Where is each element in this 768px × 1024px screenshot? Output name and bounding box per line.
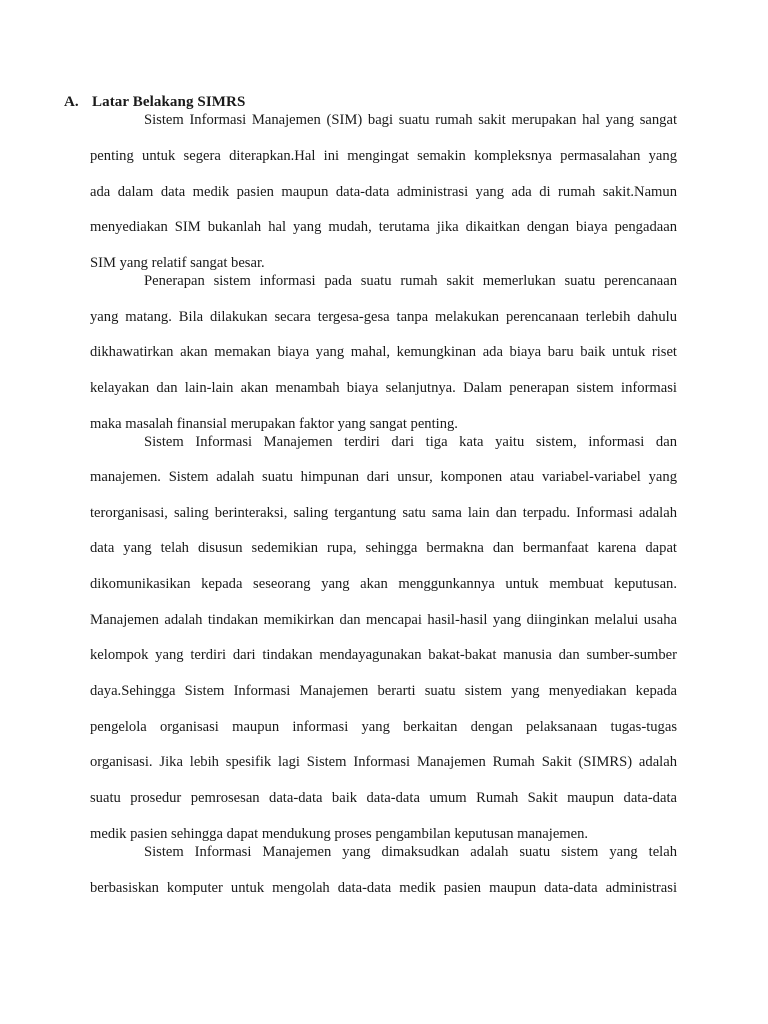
paragraph-line: penting untuk segera diterapkan.Hal ini mengingat semakin kompleksnya permasalahan yang [90, 148, 677, 164]
paragraph-line: Penerapan sistem informasi pada suatu rumah sakit memerlukan suatu perencanaan [144, 273, 677, 289]
paragraph-line: maka masalah finansial merupakan faktor yang sangat penting. [90, 416, 458, 432]
paragraph-line: kelompok yang terdiri dari tindakan mendayagunakan bakat-bakat manusia dan sumber-sumber [90, 647, 677, 663]
paragraph-line: Sistem Informasi Manajemen (SIM) bagi suatu rumah sakit merupakan hal yang sangat [144, 112, 677, 128]
paragraph-line: suatu prosedur pemrosesan data-data baik data-data umum Rumah Sakit maupun data-data [90, 790, 677, 806]
paragraph-line: organisasi. Jika lebih spesifik lagi Sistem Informasi Manajemen Rumah Sakit (SIMRS) adalah [90, 754, 677, 770]
paragraph-line: berbasiskan komputer untuk mengolah data-data medik pasien maupun data-data administrasi [90, 880, 677, 896]
paragraph-line: Manajemen adalah tindakan memikirkan dan mencapai hasil-hasil yang diinginkan melalui usaha [90, 612, 677, 628]
paragraph-line: ada dalam data medik pasien maupun data-data administrasi yang ada di rumah sakit.Namun [90, 184, 677, 200]
paragraph-line: terorganisasi, saling berinteraksi, saling tergantung satu sama lain dan terpadu. Informasi adalah [90, 505, 677, 521]
paragraph-line: dikomunikasikan kepada seseorang yang akan menggunkannya untuk membuat keputusan. [90, 576, 677, 592]
paragraph-line: manajemen. Sistem adalah suatu himpunan dari unsur, komponen atau variabel-variabel yang [90, 469, 677, 485]
paragraph-line: medik pasien sehingga dapat mendukung proses pengambilan keputusan manajemen. [90, 826, 589, 842]
section-heading [64, 94, 245, 111]
paragraph-line: Sistem Informasi Manajemen yang dimaksudkan adalah suatu sistem yang telah [144, 844, 677, 860]
paragraph-line: SIM yang relatif sangat besar. [90, 255, 265, 271]
paragraph-line: data yang telah disusun sedemikian rupa, sehingga bermakna dan bermanfaat karena dapat [90, 540, 677, 556]
paragraph-line: pengelola organisasi maupun informasi yang berkaitan dengan pelaksanaan tugas-tugas [90, 719, 677, 735]
section-number: A. [64, 94, 79, 110]
paragraph-line: daya.Sehingga Sistem Informasi Manajemen berarti suatu sistem yang menyediakan kepada [90, 683, 677, 699]
paragraph-line: yang matang. Bila dilakukan secara tergesa-gesa tanpa melakukan perencanaan terlebih dahulu [90, 309, 677, 325]
section-title: Latar Belakang SIMRS [92, 94, 246, 110]
paragraph-line: kelayakan dan lain-lain akan menambah biaya selanjutnya. Dalam penerapan sistem informasi [90, 380, 677, 396]
paragraph-line: Sistem Informasi Manajemen terdiri dari tiga kata yaitu sistem, informasi dan [144, 434, 677, 450]
paragraph-line: dikhawatirkan akan memakan biaya yang mahal, kemungkinan ada biaya baru baik untuk riset [90, 344, 677, 360]
paragraph-line: menyediakan SIM bukanlah hal yang mudah, terutama jika dikaitkan dengan biaya pengadaan [90, 219, 677, 235]
